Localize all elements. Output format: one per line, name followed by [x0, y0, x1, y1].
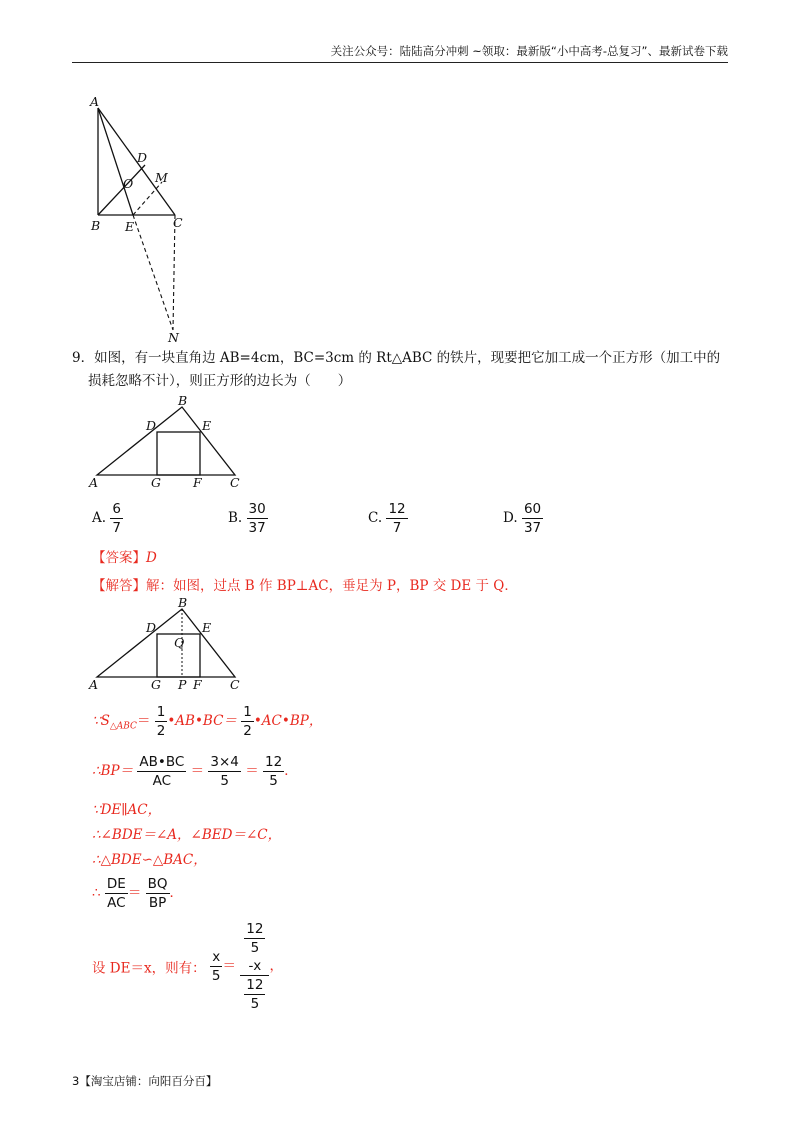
choice-a-frac: $\frac{6}{7}$ [112, 501, 121, 536]
label-b: B [178, 597, 188, 610]
label-f: F [193, 475, 202, 490]
choice-b-frac: $\frac{30}{37}$ [248, 501, 266, 536]
figure-question [85, 395, 245, 495]
question-line2: 损耗忽略不计），则正方形的边长为（ ） [88, 373, 352, 389]
segment-en [133, 215, 173, 330]
page-footer: 3【淘宝店铺：向阳百分百】 [72, 1074, 218, 1088]
choice-a[interactable]: A. $\frac{6}{7}$ [92, 501, 121, 536]
step-angles: ∴∠BDE＝∠A，∠BED＝∠C， [92, 827, 282, 843]
label-e: E [202, 418, 212, 433]
label-f: F [193, 677, 202, 692]
step-similar: ∴△BDE∽△BAC， [92, 852, 207, 868]
label-o: O [123, 176, 134, 191]
question-text [72, 347, 732, 393]
answer-line: 【答案】D [92, 550, 157, 566]
label-q: Q [174, 635, 185, 650]
question-number: 9． [72, 350, 95, 366]
label-a: A [90, 94, 100, 109]
label-n: N [168, 330, 179, 345]
step-area: $\because S_{\triangle ABC}=$ $\frac{1}{2}$ •AB•BC＝ $\frac{1}{2}$ •AC•BP， [92, 704, 323, 739]
choice-c[interactable]: C. $\frac{12}{7}$ [368, 501, 406, 536]
square-dgfe [157, 432, 200, 475]
step-equation: 设 DE＝x，则有： $\frac{x}{5}$ ＝ 12 5 -x 12 5 ， [92, 921, 283, 1012]
solution-intro: 【解答】解：如图，过点 B 作 BP⊥AC，垂足为 P，BP 交 DE 于 Q． [92, 578, 518, 594]
label-b: B [178, 395, 188, 408]
choice-b[interactable]: B. $\frac{30}{37}$ [228, 501, 266, 536]
choice-d-frac: $\frac{60}{37}$ [523, 501, 542, 536]
step-ratio: ∴ $\frac{DE}{AC}$ ＝ $\frac{BQ}{BP}$ ． [92, 876, 184, 911]
triangle-abc [97, 407, 235, 475]
label-d: D [146, 418, 157, 433]
step-parallel: ∵DE∥AC， [92, 802, 162, 818]
page-header: 关注公众号：陆陆高分冲刺 ~领取：最新版“小中高考-总复习”、最新试卷下载 [72, 40, 728, 63]
label-a: A [89, 475, 99, 490]
label-b: B [91, 218, 101, 233]
segment-bd [98, 165, 145, 215]
label-p: P [178, 677, 187, 692]
figure-solution [85, 597, 245, 697]
figure-top [85, 90, 195, 345]
choice-c-frac: $\frac{12}{7}$ [388, 501, 406, 536]
segment-em [133, 182, 162, 215]
label-d: D [146, 620, 157, 635]
label-m: M [155, 170, 168, 185]
step-bp: ∴BP＝ $\frac{AB•BC}{AC}$ ＝ $\frac{3\times 4}{5}$ ＝ $\frac{12}{5}$ ． [92, 754, 298, 789]
label-g: G [151, 475, 161, 490]
label-c: C [173, 215, 183, 230]
label-g: G [151, 677, 161, 692]
label-a: A [89, 677, 99, 692]
label-c: C [230, 475, 240, 490]
segment-cn [173, 215, 175, 330]
choice-d[interactable]: D. $\frac{60}{37}$ [503, 501, 542, 536]
label-e: E [202, 620, 212, 635]
segment-ae [98, 108, 133, 215]
question-line1: 如图，有一块直角边 AB=4cm，BC=3cm 的 Rt△ABC 的铁片，现要把它加工成一个正方形（加工中的 [94, 350, 721, 366]
triangle-abc [97, 609, 235, 677]
label-c: C [230, 677, 240, 692]
label-e: E [125, 219, 135, 234]
label-d: D [137, 150, 148, 165]
